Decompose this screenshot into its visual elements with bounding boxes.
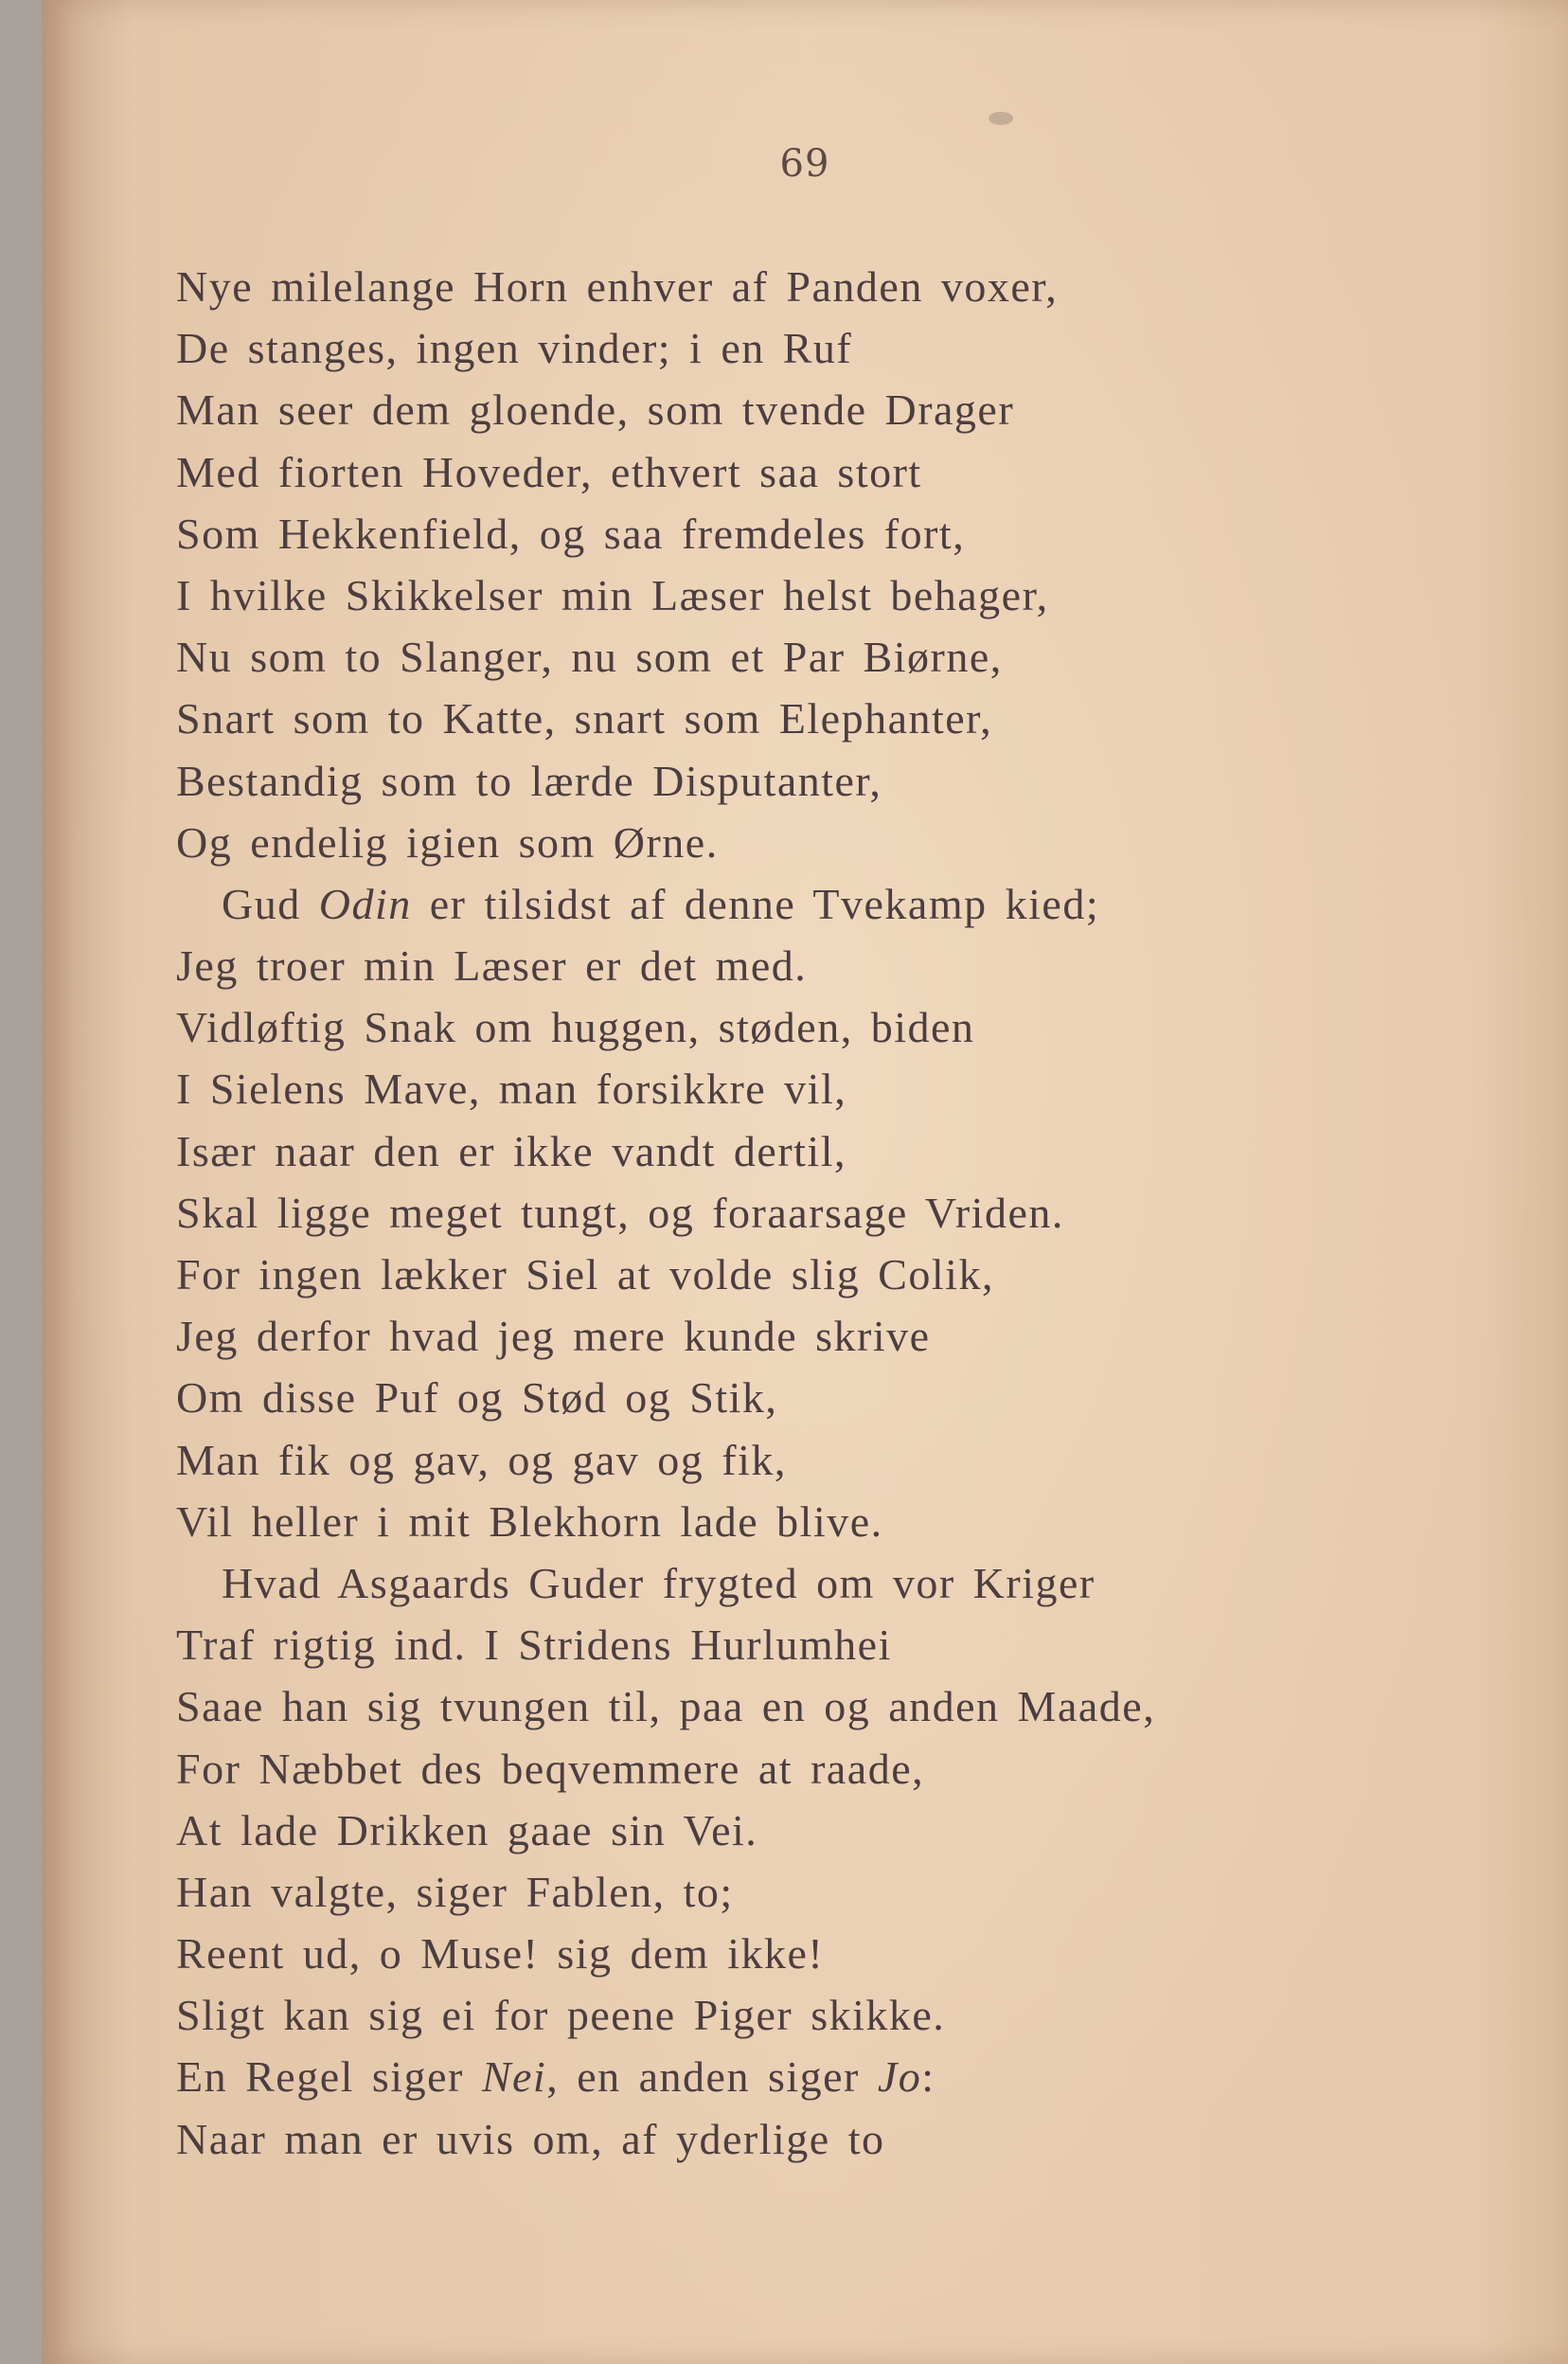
line-text: For ingen lækker Siel at volde slig Colik,	[176, 1250, 994, 1298]
poem-line	[176, 1614, 1407, 1675]
poem-line	[176, 1120, 1407, 1182]
poem-line	[176, 564, 1407, 626]
poem-line	[176, 1305, 1407, 1367]
line-text: Gud	[222, 879, 319, 928]
line-text: Som Hekkenfield, og saa fremdeles fort,	[176, 509, 966, 558]
poem-line	[176, 379, 1407, 440]
line-text: I hvilke Skikkelser min Læser helst behager,	[176, 570, 1049, 619]
line-text: Saae han sig tvungen til, paa en og anden Maade,	[176, 1682, 1156, 1731]
line-text: :	[921, 2052, 935, 2102]
line-text: Jeg troer min Læser er det med.	[176, 941, 808, 991]
poem-line	[176, 873, 1407, 935]
poem-line	[176, 503, 1407, 564]
line-text: Med fiorten Hoveder, ethvert saa stort	[176, 447, 922, 496]
poem-line	[176, 626, 1407, 688]
line-text: At lade Drikken gaae sin Vei.	[176, 1805, 758, 1854]
line-text: , en anden siger	[546, 2052, 878, 2102]
poem-line	[176, 256, 1407, 317]
poem-line	[176, 1491, 1407, 1552]
poem-text	[176, 256, 1407, 2170]
poem-line	[176, 996, 1407, 1058]
ink-speck	[989, 112, 1013, 125]
line-text: Han valgte, siger Fablen, to;	[176, 1867, 734, 1916]
line-text: Skal ligge meget tungt, og foraarsage Vriden.	[176, 1188, 1064, 1237]
line-text: Snart som to Katte, snart som Elephanter,	[176, 694, 993, 743]
line-text: En Regel siger	[176, 2052, 482, 2102]
line-text: I Sielens Mave, man forsikkre vil,	[176, 1065, 847, 1114]
line-text: Om disse Puf og Stød og Stik,	[176, 1373, 778, 1423]
line-text: Især naar den er ikke vandt dertil,	[176, 1126, 846, 1175]
poem-line	[176, 1738, 1407, 1800]
poem-line	[176, 1552, 1407, 1614]
italic-word: Jo	[877, 2052, 922, 2102]
line-text: Bestandig som to lærde Disputanter,	[176, 756, 882, 805]
line-text: Nu som to Slanger, nu som et Par Biørne,	[176, 633, 1003, 682]
poem-line	[176, 750, 1407, 812]
poem-line	[176, 1984, 1407, 2046]
book-page	[42, 0, 1568, 2364]
poem-line	[176, 441, 1407, 503]
line-text: Man fik og gav, og gav og fik,	[176, 1435, 787, 1484]
poem-line	[176, 935, 1407, 996]
line-text: er tilsidst af denne Tvekamp kied;	[411, 879, 1100, 928]
poem-line	[176, 1861, 1407, 1923]
line-text: Naar man er uvis om, af yderlige to	[176, 2114, 885, 2163]
line-text: De stanges, ingen vinder; i en Ruf	[176, 324, 853, 373]
line-text: Vil heller i mit Blekhorn lade blive.	[176, 1496, 883, 1546]
line-text: For Næbbet des beqvemmere at raade,	[176, 1744, 925, 1793]
poem-line	[176, 317, 1407, 379]
poem-line	[176, 1800, 1407, 1861]
line-text: Traf rigtig ind. I Stridens Hurlumhei	[176, 1621, 892, 1670]
poem-line	[176, 1244, 1407, 1305]
line-text: Og endelig igien som Ørne.	[176, 817, 719, 867]
line-text: Hvad Asgaards Guder frygted om vor Kriger	[222, 1558, 1096, 1607]
poem-line	[176, 1923, 1407, 1984]
poem-line	[176, 2108, 1407, 2170]
line-text: Jeg derfor hvad jeg mere kunde skrive	[176, 1312, 931, 1361]
poem-line	[176, 1367, 1407, 1428]
poem-line	[176, 1675, 1407, 1737]
italic-word: Nei	[481, 2052, 547, 2102]
line-text: Reent ud, o Muse! sig dem ikke!	[176, 1929, 825, 1979]
poem-line	[176, 1182, 1407, 1244]
line-text: Sligt kan sig ei for peene Piger skikke.	[176, 1991, 946, 2040]
poem-line	[176, 1058, 1407, 1119]
poem-line	[176, 1429, 1407, 1491]
line-text: Man seer dem gloende, som tvende Drager	[176, 385, 1015, 435]
italic-word: Odin	[318, 879, 412, 928]
poem-line	[176, 812, 1407, 873]
poem-line	[176, 2046, 1407, 2107]
page-number: 69	[779, 142, 830, 186]
line-text: Vidløftig Snak om huggen, støden, biden	[176, 1003, 975, 1052]
poem-line	[176, 688, 1407, 749]
line-text: Nye milelange Horn enhver af Panden voxer,	[176, 262, 1059, 311]
